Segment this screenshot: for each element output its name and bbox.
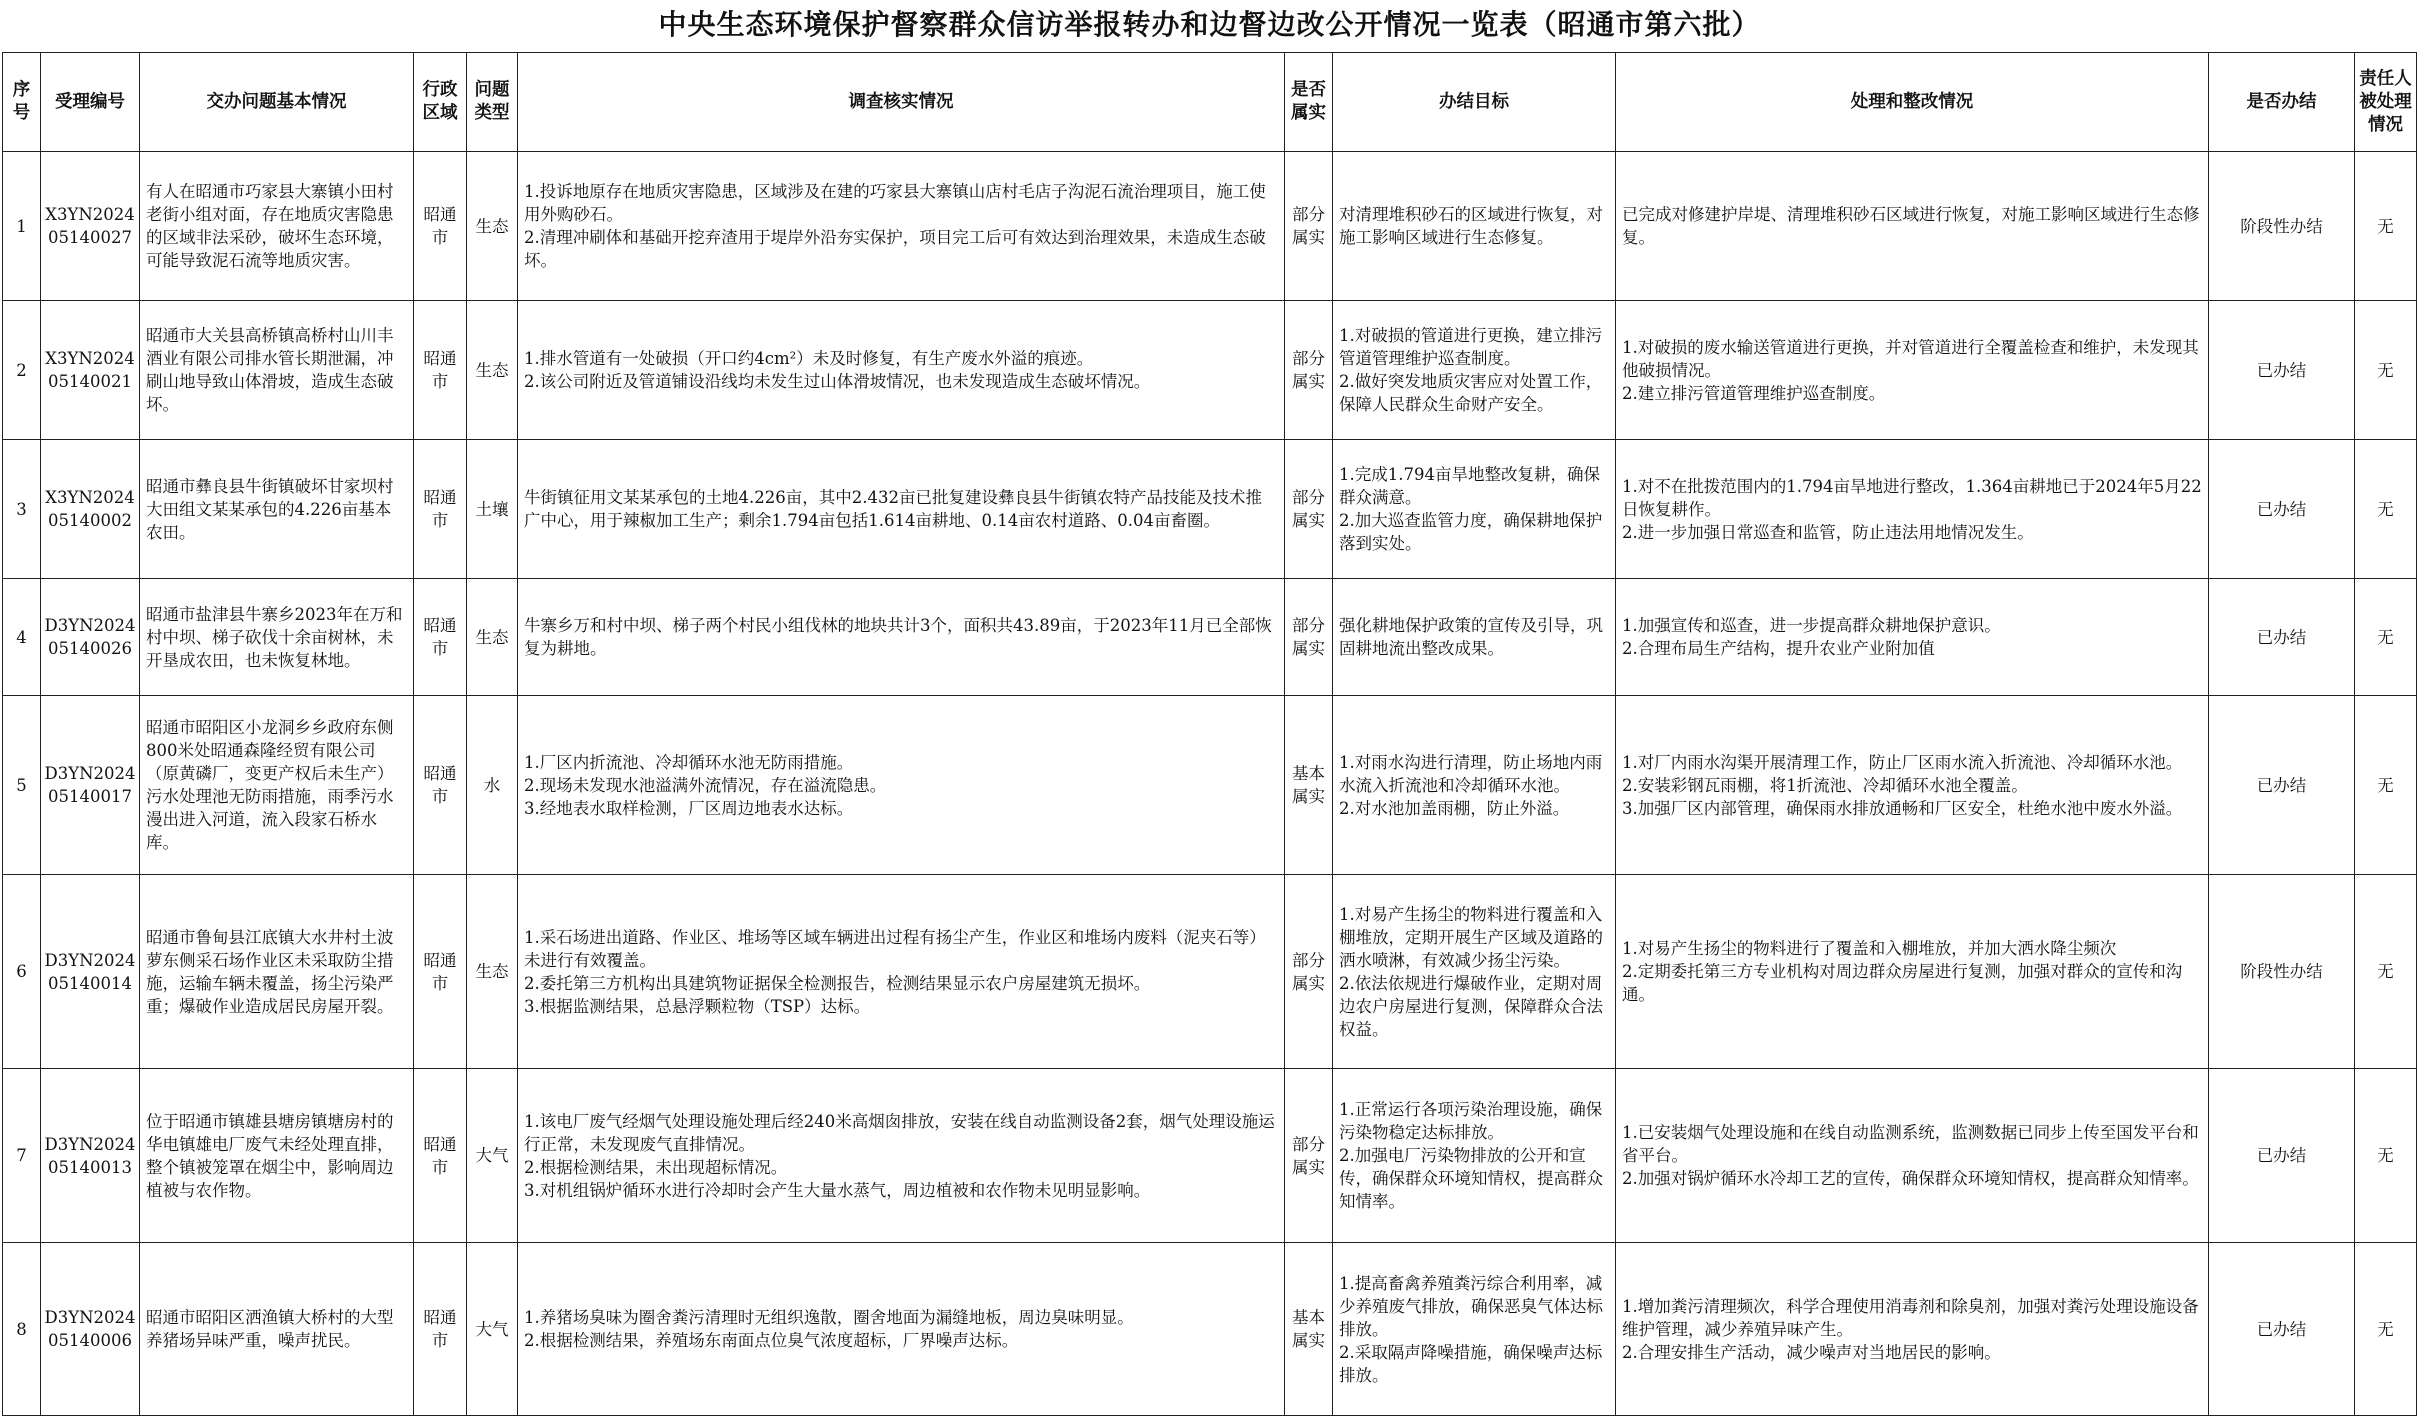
cell-closed: 已办结 [2209, 440, 2355, 579]
cell-goal [1333, 875, 1616, 1069]
cell-goal-line: 强化耕地保护政策的宣传及引导，巩固耕地流出整改成果。 [1339, 616, 1603, 658]
cell-seq: 1 [3, 152, 41, 301]
cell-goal [1333, 301, 1616, 440]
cell-rectification [1616, 440, 2209, 579]
cell-closed: 已办结 [2209, 301, 2355, 440]
cell-rectification-line: 2.进一步加强日常巡查和监管，防止违法用地情况发生。 [1622, 522, 2034, 542]
cell-investigation-line: 1.该电厂废气经烟气处理设施处理后经240米高烟囱排放，安装在线自动监测设备2套，烟气处理设施运行正常，未发现废气直排情况。 [524, 1111, 1275, 1154]
cell-accountability: 无 [2355, 1243, 2417, 1416]
cell-investigation [518, 875, 1285, 1069]
cell-goal-line: 2.对水池加盖雨棚，防止外溢。 [1339, 798, 1570, 818]
cell-region: 昭通市 [414, 1069, 467, 1243]
cell-goal [1333, 1069, 1616, 1243]
cell-investigation-line: 牛寨乡万和村中坝、梯子两个村民小组伐林的地块共计3个，面积共43.89亩，于2023年11月已全部恢复为耕地。 [524, 616, 1272, 658]
cell-case-no: X3YN2024 05140027 [41, 152, 140, 301]
cell-investigation [518, 579, 1285, 696]
table-row [3, 875, 2417, 1069]
cell-investigation-line: 1.厂区内折流池、冷却循环水池无防雨措施。 [524, 752, 854, 772]
cell-rectification-line: 1.对易产生扬尘的物料进行了覆盖和入棚堆放，并加大洒水降尘频次 [1622, 939, 2117, 958]
cell-region: 昭通市 [414, 696, 467, 875]
header-goal: 办结目标 [1333, 53, 1616, 152]
cell-issue: 昭通市昭阳区洒渔镇大桥村的大型养猪场异味严重，噪声扰民。 [140, 1243, 414, 1416]
cell-goal-line: 1.对易产生扬尘的物料进行覆盖和入棚堆放，定期开展生产区域及道路的洒水喷淋，有效减少扬尘污染。 [1339, 904, 1603, 970]
cell-verified: 基本属实 [1285, 1243, 1333, 1416]
cell-type: 大气 [467, 1243, 518, 1416]
cell-goal [1333, 579, 1616, 696]
cell-investigation-line: 1.养猪场臭味为圈舍粪污清理时无组织逸散，圈舍地面为漏缝地板，周边臭味明显。 [524, 1308, 1134, 1327]
cell-issue: 昭通市盐津县牛寨乡2023年在万和村中坝、梯子砍伐十余亩树林，未开垦成农田，也未恢复林地。 [140, 579, 414, 696]
cell-region: 昭通市 [414, 152, 467, 301]
cell-accountability: 无 [2355, 440, 2417, 579]
cell-closed: 阶段性办结 [2209, 152, 2355, 301]
cell-closed: 阶段性办结 [2209, 875, 2355, 1069]
header-rectification: 处理和整改情况 [1616, 53, 2209, 152]
header-case-no: 受理编号 [41, 53, 140, 152]
cell-rectification-line: 3.加强厂区内部管理，确保雨水排放通畅和厂区安全，杜绝水池中废水外溢。 [1622, 798, 2183, 818]
cell-case-no: X3YN2024 05140002 [41, 440, 140, 579]
cell-type: 生态 [467, 579, 518, 696]
cell-rectification [1616, 1243, 2209, 1416]
cell-issue: 昭通市大关县高桥镇高桥村山川丰酒业有限公司排水管长期泄漏，冲刷山地导致山体滑坡，造成生态破坏。 [140, 301, 414, 440]
cell-verified: 部分属实 [1285, 152, 1333, 301]
cell-rectification [1616, 696, 2209, 875]
disclosure-table [2, 52, 2417, 1416]
cell-type: 大气 [467, 1069, 518, 1243]
cell-case-no: D3YN2024 05140026 [41, 579, 140, 696]
cell-goal-line: 1.完成1.794亩旱地整改复耕，确保群众满意。 [1339, 465, 1600, 507]
table-row [3, 1243, 2417, 1416]
cell-investigation-line: 2.清理冲刷体和基础开挖弃渣用于堤岸外沿夯实保护，项目完工后可有效达到治理效果，未造成生态破坏。 [524, 228, 1266, 270]
cell-investigation-line: 1.投诉地原存在地质灾害隐患，区域涉及在建的巧家县大寨镇山店村毛店子沟泥石流治理项目，施工使用外购砂石。 [524, 182, 1266, 224]
cell-seq: 8 [3, 1243, 41, 1416]
table-header-row [3, 53, 2417, 152]
cell-closed: 已办结 [2209, 696, 2355, 875]
cell-investigation-line: 2.该公司附近及管道铺设沿线均未发生过山体滑坡情况，也未发现造成生态破坏情况。 [524, 372, 1151, 391]
cell-goal [1333, 440, 1616, 579]
cell-verified: 部分属实 [1285, 875, 1333, 1069]
cell-type: 土壤 [467, 440, 518, 579]
cell-verified: 部分属实 [1285, 440, 1333, 579]
cell-goal [1333, 152, 1616, 301]
cell-closed: 已办结 [2209, 1243, 2355, 1416]
cell-closed: 已办结 [2209, 1069, 2355, 1243]
cell-goal [1333, 696, 1616, 875]
cell-goal-line: 1.对破损的管道进行更换，建立排污管道管理维护巡查制度。 [1339, 326, 1603, 368]
cell-type: 水 [467, 696, 518, 875]
cell-goal-line: 2.加强电厂污染物排放的公开和宣传，确保群众环境知情权，提高群众知情率。 [1339, 1146, 1603, 1211]
cell-investigation-line: 2.根据检测结果，未出现超标情况。 [524, 1157, 788, 1177]
cell-investigation-line: 2.委托第三方机构出具建筑物证据保全检测报告，检测结果显示农户房屋建筑无损坏。 [524, 973, 1151, 993]
cell-rectification-line: 2.合理布局生产结构，提升农业产业附加值 [1622, 639, 1935, 658]
table-row [3, 579, 2417, 696]
table-body [3, 152, 2417, 1416]
cell-case-no: X3YN2024 05140021 [41, 301, 140, 440]
cell-verified: 部分属实 [1285, 1069, 1333, 1243]
cell-rectification-line: 2.加强对锅炉循环水冷却工艺的宣传，确保群众环境知情权，提高群众知情率。 [1622, 1169, 2199, 1188]
cell-seq: 5 [3, 696, 41, 875]
cell-rectification-line: 1.对厂内雨水沟渠开展清理工作，防止厂区雨水流入折流池、冷却循环水池。 [1622, 752, 2183, 772]
cell-investigation-line: 2.根据检测结果，养殖场东南面点位臭气浓度超标，厂界噪声达标。 [524, 1331, 1019, 1350]
header-investigation: 调查核实情况 [518, 53, 1285, 152]
cell-region: 昭通市 [414, 579, 467, 696]
table-row [3, 152, 2417, 301]
table-row [3, 440, 2417, 579]
cell-investigation [518, 440, 1285, 579]
cell-accountability: 无 [2355, 579, 2417, 696]
cell-rectification-line: 2.安装彩钢瓦雨棚，将1折流池、冷却循环水池全覆盖。 [1622, 775, 2028, 795]
cell-rectification-line: 1.对不在批拨范围内的1.794亩旱地进行整改，1.364亩耕地已于2024年5月22日恢复耕作。 [1622, 476, 2202, 519]
cell-rectification-line: 已完成对修建护岸堤、清理堆积砂石区域进行恢复，对施工影响区域进行生态修复。 [1622, 205, 2200, 247]
cell-investigation-line: 牛街镇征用文某某承包的土地4.226亩，其中2.432亩已批复建设彝良县牛街镇农特产品技能及技术推广中心，用于辣椒加工生产；剩余1.794亩包括1.614亩耕地、0.14亩农村道路、0.04亩畜圈。 [524, 488, 1262, 530]
cell-case-no: D3YN2024 05140013 [41, 1069, 140, 1243]
cell-type: 生态 [467, 875, 518, 1069]
cell-type: 生态 [467, 152, 518, 301]
header-accountability: 责任人被处理情况 [2355, 53, 2417, 152]
cell-rectification-line: 1.加强宣传和巡查，进一步提高群众耕地保护意识。 [1622, 616, 2001, 635]
table-row [3, 1069, 2417, 1243]
cell-rectification [1616, 875, 2209, 1069]
cell-region: 昭通市 [414, 301, 467, 440]
cell-seq: 2 [3, 301, 41, 440]
cell-investigation-line: 3.对机组锅炉循环水进行冷却时会产生大量水蒸气，周边植被和农作物未见明显影响。 [524, 1180, 1151, 1200]
cell-issue: 昭通市彝良县牛街镇破坏甘家坝村大田组文某某承包的4.226亩基本农田。 [140, 440, 414, 579]
cell-goal-line: 2.加大巡查监管力度，确保耕地保护落到实处。 [1339, 511, 1603, 553]
cell-goal-line: 对清理堆积砂石的区域进行恢复，对施工影响区域进行生态修复。 [1339, 205, 1603, 247]
cell-accountability: 无 [2355, 301, 2417, 440]
cell-rectification-line: 1.对破损的废水输送管道进行更换，并对管道进行全覆盖检查和维护，未发现其他破损情况。 [1622, 337, 2199, 380]
cell-investigation-line: 3.根据监测结果，总悬浮颗粒物（TSP）达标。 [524, 996, 871, 1016]
cell-type: 生态 [467, 301, 518, 440]
cell-investigation-line: 1.排水管道有一处破损（开口约4cm²）未及时修复，有生产废水外溢的痕迹。 [524, 349, 1094, 368]
cell-goal-line: 2.做好突发地质灾害应对处置工作，保障人民群众生命财产安全。 [1339, 372, 1603, 414]
cell-accountability: 无 [2355, 875, 2417, 1069]
cell-closed: 已办结 [2209, 579, 2355, 696]
cell-goal-line: 1.提高畜禽养殖粪污综合利用率，减少养殖废气排放，确保恶臭气体达标排放。 [1339, 1273, 1603, 1339]
cell-goal-line: 2.采取隔声降噪措施，确保噪声达标排放。 [1339, 1342, 1603, 1385]
cell-rectification [1616, 1069, 2209, 1243]
cell-seq: 4 [3, 579, 41, 696]
cell-rectification-line: 2.合理安排生产活动，减少噪声对当地居民的影响。 [1622, 1342, 2001, 1362]
cell-rectification-line: 1.已安装烟气处理设施和在线自动监测系统，监测数据已同步上传至国发平台和省平台。 [1622, 1123, 2199, 1165]
cell-issue: 昭通市鲁甸县江底镇大水井村土波萝东侧采石场作业区未采取防尘措施，运输车辆未覆盖，扬尘污染严重；爆破作业造成居民房屋开裂。 [140, 875, 414, 1069]
cell-rectification [1616, 579, 2209, 696]
cell-goal-line: 1.对雨水沟进行清理，防止场地内雨水流入折流池和冷却循环水池。 [1339, 752, 1603, 795]
header-verified: 是否属实 [1285, 53, 1333, 152]
cell-investigation [518, 301, 1285, 440]
cell-case-no: D3YN2024 05140006 [41, 1243, 140, 1416]
cell-issue: 昭通市昭阳区小龙洞乡乡政府东侧800米处昭通森隆经贸有限公司（原黄磷厂，变更产权后未生产）污水处理池无防雨措施，雨季污水漫出进入河道，流入段家石桥水库。 [140, 696, 414, 875]
cell-region: 昭通市 [414, 875, 467, 1069]
cell-rectification [1616, 301, 2209, 440]
cell-region: 昭通市 [414, 1243, 467, 1416]
cell-verified: 部分属实 [1285, 301, 1333, 440]
cell-accountability: 无 [2355, 152, 2417, 301]
cell-goal-line: 2.依法依规进行爆破作业，定期对周边农户房屋进行复测，保障群众合法权益。 [1339, 973, 1603, 1039]
cell-rectification-line: 2.定期委托第三方专业机构对周边群众房屋进行复测，加强对群众的宣传和沟通。 [1622, 962, 2183, 1004]
header-seq: 序号 [3, 53, 41, 152]
cell-rectification [1616, 152, 2209, 301]
cell-investigation-line: 2.现场未发现水池溢满外流情况，存在溢流隐患。 [524, 775, 887, 795]
cell-seq: 6 [3, 875, 41, 1069]
header-issue: 交办问题基本情况 [140, 53, 414, 152]
cell-investigation [518, 1069, 1285, 1243]
cell-accountability: 无 [2355, 696, 2417, 875]
header-type: 问题类型 [467, 53, 518, 152]
cell-investigation [518, 1243, 1285, 1416]
table-row [3, 301, 2417, 440]
cell-seq: 7 [3, 1069, 41, 1243]
cell-verified: 基本属实 [1285, 696, 1333, 875]
cell-issue: 有人在昭通市巧家县大寨镇小田村老街小组对面，存在地质灾害隐患的区域非法采砂，破坏生态环境，可能导致泥石流等地质灾害。 [140, 152, 414, 301]
cell-accountability: 无 [2355, 1069, 2417, 1243]
page-title: 中央生态环境保护督察群众信访举报转办和边督边改公开情况一览表（昭通市第六批） [658, 8, 1761, 41]
cell-issue: 位于昭通市镇雄县塘房镇塘房村的华电镇雄电厂废气未经处理直排，整个镇被笼罩在烟尘中，影响周边植被与农作物。 [140, 1069, 414, 1243]
cell-region: 昭通市 [414, 440, 467, 579]
cell-case-no: D3YN2024 05140014 [41, 875, 140, 1069]
cell-rectification-line: 2.建立排污管道管理维护巡查制度。 [1622, 383, 1886, 403]
header-closed: 是否办结 [2209, 53, 2355, 152]
cell-goal-line: 1.正常运行各项污染治理设施，确保污染物稳定达标排放。 [1339, 1100, 1603, 1142]
cell-goal [1333, 1243, 1616, 1416]
cell-rectification-line: 1.增加粪污清理频次，科学合理使用消毒剂和除臭剂，加强对粪污处理设施设备维护管理，减少养殖异味产生。 [1622, 1296, 2199, 1339]
cell-case-no: D3YN2024 05140017 [41, 696, 140, 875]
cell-seq: 3 [3, 440, 41, 579]
table-row [3, 696, 2417, 875]
cell-investigation [518, 696, 1285, 875]
cell-investigation-line: 1.采石场进出道路、作业区、堆场等区域车辆进出过程有扬尘产生，作业区和堆场内废料（泥夹石等）未进行有效覆盖。 [524, 927, 1266, 970]
header-region: 行政区域 [414, 53, 467, 152]
cell-investigation-line: 3.经地表水取样检测，厂区周边地表水达标。 [524, 798, 854, 818]
cell-investigation [518, 152, 1285, 301]
cell-verified: 部分属实 [1285, 579, 1333, 696]
